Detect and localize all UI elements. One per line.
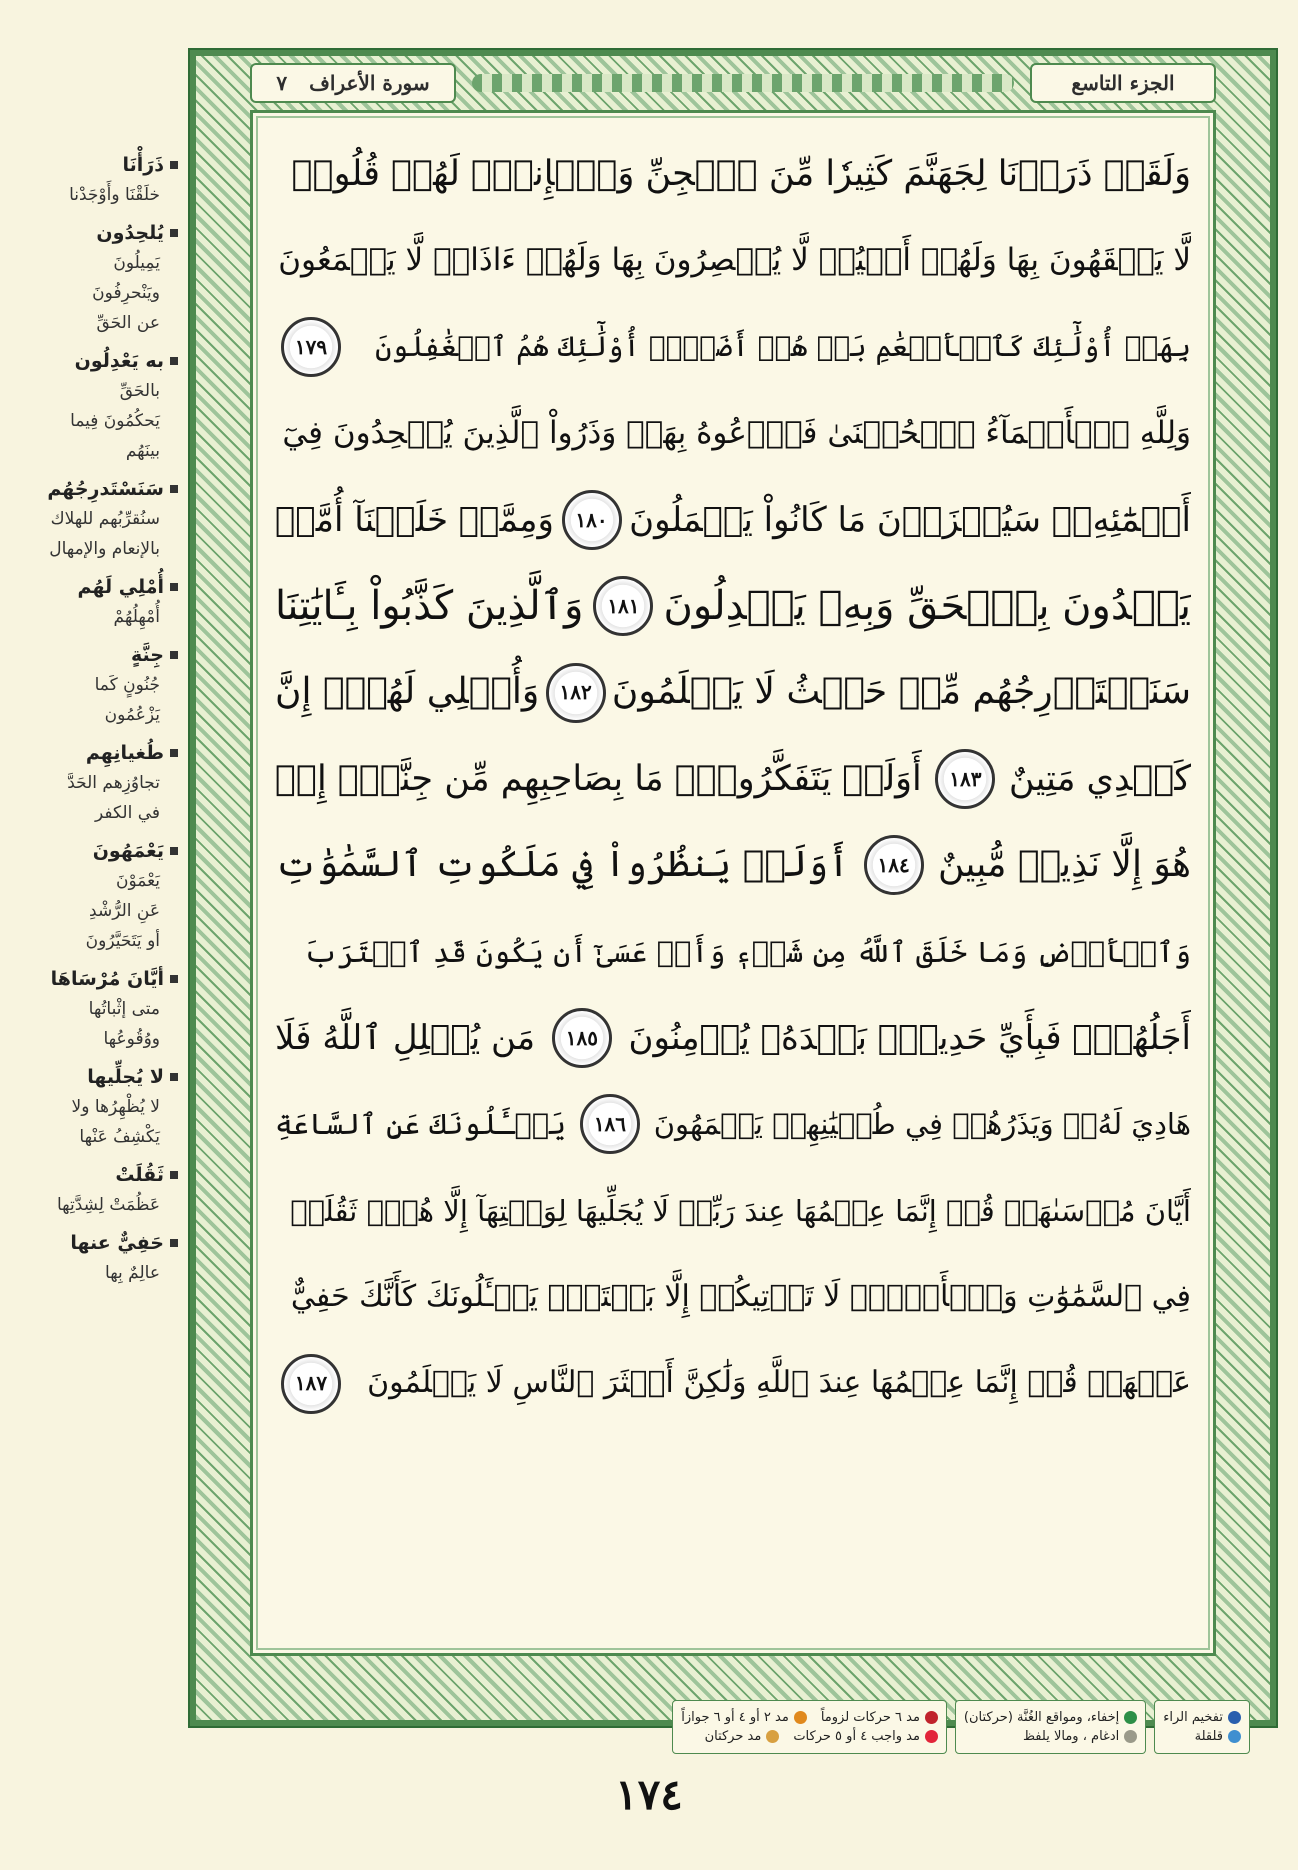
ayah-number-marker: ١٨٥ <box>552 1008 612 1068</box>
surah-name: سورة الأعراف <box>309 71 430 95</box>
legend-row <box>964 1710 1137 1725</box>
glossary-term <box>18 964 178 994</box>
glossary-definition: أُمْهِلُهُمْ <box>113 607 160 627</box>
glossary-term-text: يُلحِدُون <box>96 222 164 244</box>
ayah-number-marker: ١٨٣ <box>935 749 995 809</box>
glossary-entry <box>18 150 178 210</box>
verse-line <box>275 563 1191 649</box>
square-bullet-icon <box>170 357 178 365</box>
ayah-number-marker: ١٨٠ <box>562 490 622 550</box>
legend-row <box>681 1710 938 1725</box>
glossary-term <box>18 1062 178 1092</box>
color-dot-icon <box>1228 1711 1241 1724</box>
verse-line <box>275 304 1191 390</box>
glossary-term <box>18 640 178 670</box>
glossary-term <box>18 474 178 504</box>
legend-item <box>793 1729 938 1744</box>
glossary-term <box>18 218 178 248</box>
ayah-number-marker: ١٨٧ <box>281 1354 341 1414</box>
verse-segment: مَن يُضۡلِلِ ٱللَّهُ فَلَا <box>275 1017 536 1058</box>
glossary-definition: أو يَتَحَيَّرُونَ <box>85 931 160 951</box>
glossary-entry <box>18 1062 178 1152</box>
glossary-definition: عالِمٌ بِها <box>105 1263 160 1283</box>
verse-segment: أَوَلَمۡ يَنظُرُواْ فِي مَلَكُوتِ ٱلسَّمَٰوَٰتِ <box>275 844 850 886</box>
glossary-term-text: سَنَسْتَدرِجُهُم <box>47 478 164 500</box>
verse-line <box>275 477 1191 563</box>
verse-segment: لَّا يَفۡقَهُونَ بِهَا وَلَهُمۡ أَعۡيُنٞ لَّا يُبۡصِرُونَ بِهَا وَلَهُمۡ ءَاذَانٞ لَّا يَسۡمَعُونَ <box>278 242 1191 279</box>
verse-line <box>275 390 1191 476</box>
ayah-number-marker: ١٨٤ <box>864 835 924 895</box>
text-panel <box>250 110 1216 1656</box>
verse-line <box>275 131 1191 217</box>
ayah-number-marker: ١٧٩ <box>281 317 341 377</box>
glossary-definition: خلَقْنَا وأَوْجَدْنا <box>69 185 160 205</box>
square-bullet-icon <box>170 229 178 237</box>
verse-line <box>275 1168 1191 1254</box>
page-header <box>250 60 1216 106</box>
glossary-entry <box>18 738 178 828</box>
verse-line <box>275 736 1191 822</box>
glossary-definition: يَمِيلُونَ <box>113 253 160 273</box>
verse-segment: أَوَلَمۡ يَتَفَكَّرُواْۗ مَا بِصَاحِبِهِم مِّن جِنَّةٍۚ إِنۡ <box>275 758 922 799</box>
glossary-definition: سنُقرِّبُهم للهلاك <box>50 509 160 529</box>
glossary-definition: بالإنعام والإمهال <box>49 539 160 559</box>
verse-segment: هُوَ إِلَّا نَذِيرٞ مُّبِينٌ <box>937 844 1191 886</box>
square-bullet-icon <box>170 1171 178 1179</box>
color-dot-icon <box>925 1711 938 1724</box>
legend-item <box>705 1729 780 1744</box>
glossary-definition: يَحكُمُونَ فِيما <box>70 411 160 431</box>
verse-segment: وَمِمَّنۡ خَلَقۡنَآ أُمَّةٞ <box>275 499 554 540</box>
glossary-term <box>18 150 178 180</box>
legend-item <box>821 1710 938 1725</box>
color-dot-icon <box>1228 1730 1241 1743</box>
glossary-term <box>18 836 178 866</box>
legend-row <box>1163 1729 1241 1744</box>
legend-row <box>964 1729 1137 1744</box>
square-bullet-icon <box>170 847 178 855</box>
verse-segment: بِهَآۚ أُوْلَٰٓئِكَ كَٱلۡأَنۡعَٰمِ بَلۡ هُمۡ أَضَلُّۚ أُوْلَٰٓئِكَ هُمُ ٱلۡغَٰفِلُونَ <box>375 329 1191 363</box>
legend-text: مد ٢ أو ٤ أو ٦ جوازاً <box>681 1710 789 1725</box>
verse-segment: أَيَّانَ مُرۡسَىٰهَاۖ قُلۡ إِنَّمَا عِلۡمُهَا عِندَ رَبِّيۖ لَا يُجَلِّيهَا لِوَقۡتِهَآ إِلَّا هُوَۚ ثَقُلَتۡ <box>290 1193 1191 1228</box>
glossary-definition: عَظُمَتْ لِشِدَّتِها <box>56 1195 160 1215</box>
color-dot-icon <box>1124 1730 1137 1743</box>
glossary-definition: عن الحَقِّ <box>96 313 160 333</box>
legend-text: مد ٦ حركات لزوماً <box>820 1710 920 1725</box>
glossary-definition: يَكْشِفُ عَنْها <box>79 1127 160 1147</box>
glossary-term-text: لا يُجلِّيها <box>87 1066 164 1088</box>
square-bullet-icon <box>170 975 178 983</box>
verse-text <box>275 131 1191 1643</box>
verse-segment: فِي ٱلسَّمَٰوَٰتِ وَٱلۡأَرۡضِۚ لَا تَأۡتِيكُمۡ إِلَّا بَغۡتَةٗۗ يَسۡـَٔلُونَكَ كَأَنَّكَ حَفِيٌّ <box>290 1279 1191 1315</box>
glossary-definition: لا يُظْهِرُها ولا <box>71 1097 160 1117</box>
verse-segment: أَجَلُهُمۡۖ فَبِأَيِّ حَدِيثِۭ بَعۡدَهُۥ يُؤۡمِنُونَ <box>628 1017 1191 1058</box>
ayah-number-marker: ١٨٢ <box>546 663 606 723</box>
legend-text: قلقلة <box>1194 1729 1223 1744</box>
tajweed-legend <box>220 1700 1250 1754</box>
legend-text: إخفاء، ومواقع الغُنَّة (حركتان) <box>963 1710 1120 1725</box>
square-bullet-icon <box>170 485 178 493</box>
verse-line <box>275 1340 1191 1426</box>
margin-glossary <box>18 150 178 1750</box>
legend-text: مد واجب ٤ أو ٥ حركات <box>793 1729 920 1744</box>
legend-item <box>1163 1710 1241 1725</box>
glossary-entry <box>18 218 178 338</box>
verse-segment: يَهۡدُونَ بِٱلۡحَقِّ وَبِهِۦ يَعۡدِلُونَ <box>663 582 1191 629</box>
verse-line <box>275 649 1191 735</box>
verse-segment: يَسۡـَٔلُونَكَ عَنِ ٱلسَّاعَةِ <box>275 1107 567 1142</box>
legend-box-ikhfa-idgham <box>955 1700 1146 1754</box>
glossary-definition: متى إثْباتُها <box>88 999 160 1019</box>
glossary-term-text: جِنَّةٍ <box>131 644 164 666</box>
legend-text: ادغام ، ومالا يلفظ <box>1022 1729 1120 1744</box>
legend-item <box>1023 1729 1137 1744</box>
verse-line <box>275 1081 1191 1167</box>
square-bullet-icon <box>170 161 178 169</box>
header-ornament <box>472 74 1014 92</box>
glossary-definition: ووُقُوعُها <box>103 1029 160 1049</box>
square-bullet-icon <box>170 1239 178 1247</box>
glossary-entry <box>18 572 178 632</box>
glossary-entry <box>18 1228 178 1288</box>
glossary-term-text: ذَرَأْنَا <box>122 154 164 176</box>
color-dot-icon <box>766 1730 779 1743</box>
glossary-definition: ويَنْحرِفُونَ <box>92 283 160 303</box>
page-number: ١٧٤ <box>615 1770 683 1819</box>
glossary-definition: يَزْعُمُون <box>104 705 160 725</box>
verse-segment: وَلِلَّهِ ٱلۡأَسۡمَآءُ ٱلۡحُسۡنَىٰ فَٱدۡعُوهُ بِهَاۖ وَذَرُواْ ٱلَّذِينَ يُلۡحِدُونَ فِيٓ <box>282 415 1191 452</box>
legend-box-madd <box>672 1700 947 1754</box>
verse-line <box>275 1254 1191 1340</box>
glossary-definition: جُنُونٍ كَما <box>94 675 160 695</box>
verse-segment: سَنَسۡتَدۡرِجُهُم مِّنۡ حَيۡثُ لَا يَعۡلَمُونَ <box>611 671 1191 713</box>
color-dot-icon <box>925 1730 938 1743</box>
glossary-term-text: به يَعْدِلُون <box>74 350 164 372</box>
glossary-entry <box>18 640 178 730</box>
square-bullet-icon <box>170 1073 178 1081</box>
surah-label <box>250 63 456 103</box>
juz-name: الجزء التاسع <box>1071 71 1175 95</box>
ayah-number-marker: ١٨٦ <box>580 1094 640 1154</box>
verse-segment: وَلَقَدۡ ذَرَأۡنَا لِجَهَنَّمَ كَثِيرٗا مِّنَ ٱلۡجِنِّ وَٱلۡإِنسِۖ لَهُمۡ قُلُوبٞ <box>291 154 1191 194</box>
glossary-term <box>18 1228 178 1258</box>
legend-item <box>1195 1729 1241 1744</box>
verse-line <box>275 909 1191 995</box>
glossary-term-text: يَعْمَهُونَ <box>92 840 164 862</box>
color-dot-icon <box>1124 1711 1137 1724</box>
legend-item <box>964 1710 1137 1725</box>
glossary-term-text: ثَقُلَتْ <box>115 1164 164 1186</box>
glossary-term <box>18 572 178 602</box>
verse-segment: وَٱلَّذِينَ كَذَّبُواْ بِـَٔايَٰتِنَا <box>275 582 584 629</box>
legend-box-raa-qalqala <box>1154 1700 1250 1754</box>
legend-text: مد حركتان <box>704 1729 762 1744</box>
verse-segment: أَسۡمَٰٓئِهِۦۚ سَيُجۡزَوۡنَ مَا كَانُواْ يَعۡمَلُونَ <box>629 499 1191 540</box>
glossary-entry <box>18 964 178 1054</box>
glossary-entry <box>18 1160 178 1220</box>
verse-segment: هَادِيَ لَهُۥۚ وَيَذَرُهُمۡ فِي طُغۡيَٰنِهِمۡ يَعۡمَهُونَ <box>653 1107 1191 1142</box>
page-frame <box>188 48 1278 1728</box>
legend-row <box>1163 1710 1241 1725</box>
verse-segment: عَنۡهَاۖ قُلۡ إِنَّمَا عِلۡمُهَا عِندَ ٱللَّهِ وَلَٰكِنَّ أَكۡثَرَ ٱلنَّاسِ لَا يَعۡلَمُونَ <box>367 1365 1191 1401</box>
ayah-number-marker: ١٨١ <box>593 576 653 636</box>
glossary-entry <box>18 346 178 466</box>
glossary-term-text: طُغيانِهِم <box>85 742 164 764</box>
juz-label <box>1030 63 1216 103</box>
glossary-definition: تجاوُزِهم الحَدَّ <box>67 773 160 793</box>
color-dot-icon <box>794 1711 807 1724</box>
verse-line <box>275 217 1191 303</box>
glossary-definition: يَعْمَوْنَ <box>115 871 160 891</box>
square-bullet-icon <box>170 583 178 591</box>
glossary-definition: بالحَقِّ <box>119 381 160 401</box>
glossary-entry <box>18 836 178 956</box>
legend-text: تفخيم الراء <box>1163 1710 1223 1725</box>
glossary-entry <box>18 474 178 564</box>
glossary-term <box>18 738 178 768</box>
glossary-definition: بينَهُم <box>125 441 160 461</box>
legend-item <box>681 1710 807 1725</box>
verse-segment: وَٱلۡأَرۡضِ وَمَا خَلَقَ ٱللَّهُ مِن شَيۡءٖ وَأَنۡ عَسَىٰٓ أَن يَكُونَ قَدِ ٱقۡتَرَبَ <box>303 934 1191 969</box>
glossary-definition: عَنِ الرُّشْدِ <box>89 901 160 921</box>
glossary-term <box>18 1160 178 1190</box>
verse-segment: كَيۡدِي مَتِينٌ <box>1008 758 1191 799</box>
verse-line <box>275 995 1191 1081</box>
glossary-definition: في الكفر <box>95 803 160 823</box>
square-bullet-icon <box>170 749 178 757</box>
square-bullet-icon <box>170 651 178 659</box>
surah-number: ٧ <box>276 71 288 95</box>
glossary-term-text: حَفِيٌّ عنها <box>70 1232 164 1254</box>
legend-row <box>681 1729 938 1744</box>
verse-line <box>275 822 1191 908</box>
glossary-term-text: أُمْلِي لَهُم <box>77 576 164 598</box>
verse-segment: وَأُمۡلِي لَهُمۡۚ إِنَّ <box>275 671 540 713</box>
glossary-term <box>18 346 178 376</box>
glossary-term-text: أيَّانَ مُرْسَاهَا <box>50 968 164 990</box>
